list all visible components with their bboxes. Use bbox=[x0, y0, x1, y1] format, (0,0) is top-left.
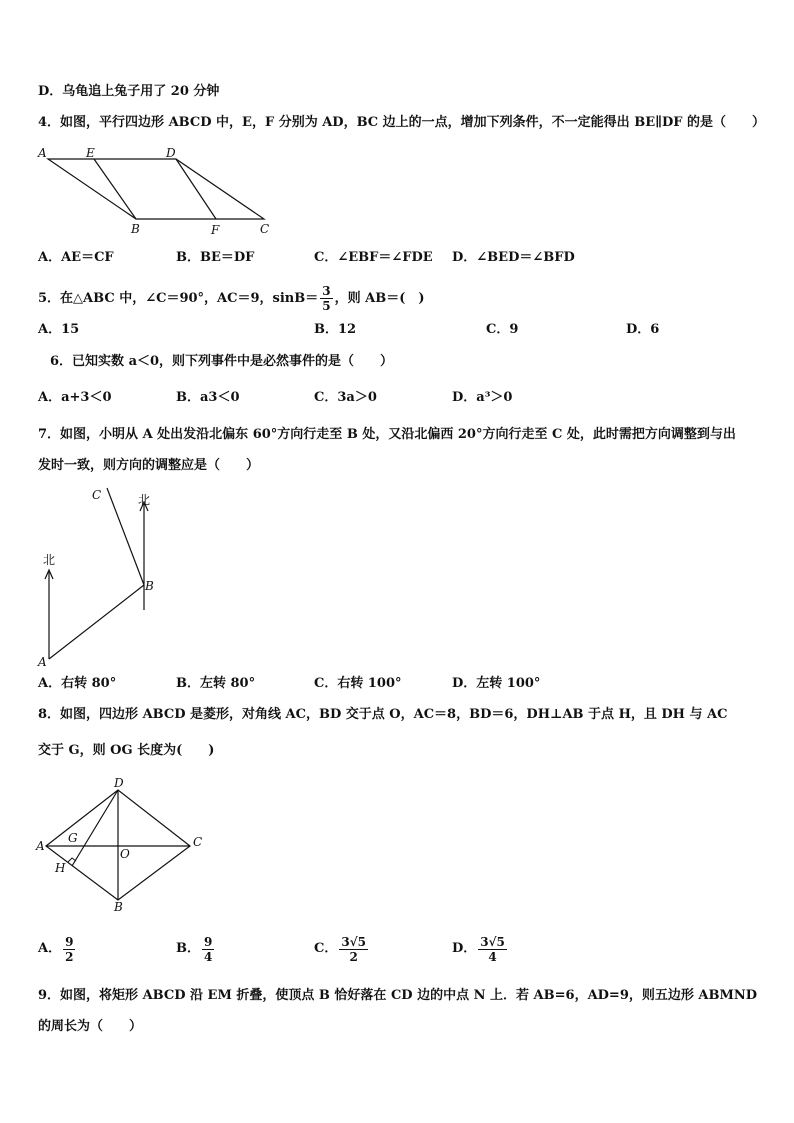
q6-option-b: B．a3＜0 bbox=[176, 390, 240, 405]
label-d: D bbox=[166, 146, 176, 160]
q6-option-d: D．a³＞0 bbox=[452, 390, 513, 405]
q8-option-a bbox=[38, 928, 77, 970]
label-a: A bbox=[38, 655, 47, 669]
segment-dh bbox=[72, 790, 118, 866]
question-8-line1: 8．如图，四边形 ABCD 是菱形，对角线 AC，BD 交于点 O，AC＝8，BD＝6，DH⊥AB 于点 H，且 DH 与 AC bbox=[38, 707, 728, 722]
label-b: B bbox=[114, 900, 123, 914]
q5-fraction-num: 3 bbox=[322, 284, 331, 298]
label-h: H bbox=[55, 861, 66, 875]
label-b: B bbox=[145, 579, 154, 593]
parallelogram-outline bbox=[48, 159, 264, 219]
north-label-1: 北 bbox=[43, 553, 56, 567]
q8-option-a-label: A． bbox=[38, 941, 62, 956]
label-o: O bbox=[120, 847, 130, 861]
q7-direction-figure bbox=[34, 484, 174, 670]
q5-option-b: B．12 bbox=[314, 322, 357, 337]
q8-option-b-label: B． bbox=[176, 941, 200, 956]
label-e: E bbox=[86, 146, 95, 160]
q5-option-d: D．6 bbox=[626, 322, 660, 337]
q7-option-c: C．右转 100° bbox=[314, 676, 402, 691]
label-b: B bbox=[131, 222, 140, 236]
north-label-2: 北 bbox=[138, 493, 151, 507]
q6-option-a: A．a+3＜0 bbox=[38, 390, 112, 405]
question-4-text: 4．如图，平行四边形 ABCD 中，E，F 分别为 AD，BC 边上的一点，增加下列条件，不一定能得出 BE∥DF 的是（ ） bbox=[38, 115, 766, 130]
q8-option-b-fraction: $\frac{9}{4}$ bbox=[204, 934, 213, 964]
q4-option-a: A．AE＝CF bbox=[38, 250, 114, 265]
label-c: C bbox=[92, 488, 102, 502]
q4-option-d: D．∠BED＝∠BFD bbox=[452, 250, 575, 265]
q6-option-c: C．3a＞0 bbox=[314, 390, 377, 405]
q8-option-c-label: C． bbox=[314, 941, 338, 956]
label-c: C bbox=[260, 222, 270, 236]
q8-rhombus-figure bbox=[34, 776, 214, 916]
question-9-line1: 9．如图，将矩形 ABCD 沿 EM 折叠，使顶点 B 恰好落在 CD 边的中点 N 上．若 AB=6，AD=9，则五边形 ABMND bbox=[38, 988, 758, 1003]
question-5-text bbox=[38, 284, 425, 313]
question-6-text: 6．已知实数 a＜0，则下列事件中是必然事件的是（ ） bbox=[50, 354, 394, 369]
segment-df bbox=[176, 159, 216, 219]
q8-option-d-fraction: $\frac{3√5}{4}$ bbox=[480, 934, 505, 964]
q4-parallelogram-figure bbox=[36, 143, 276, 235]
q5-fraction-den: 5 bbox=[322, 299, 331, 313]
q8-option-a-fraction: $\frac{9}{2}$ bbox=[65, 934, 74, 964]
q8-option-c-fraction: $\frac{3√5}{2}$ bbox=[341, 934, 366, 964]
q7-option-d: D．左转 100° bbox=[452, 676, 541, 691]
question-8-line2: 交于 G，则 OG 长度为( ) bbox=[38, 743, 215, 758]
q8-option-d bbox=[452, 928, 509, 970]
label-c: C bbox=[193, 835, 203, 849]
question-7-line2: 发时一致，则方向的调整应是（ ） bbox=[38, 458, 260, 473]
question-7-line1: 7．如图，小明从 A 处出发沿北偏东 60°方向行走至 B 处，又沿北偏西 20°方向行走至 C 处，此时需把方向调整到与出 bbox=[38, 427, 736, 442]
segment-be bbox=[94, 159, 136, 219]
q8-option-d-label: D． bbox=[452, 941, 477, 956]
q5-fraction bbox=[320, 284, 332, 313]
label-d: D bbox=[114, 776, 124, 790]
segment-ab bbox=[49, 585, 144, 659]
q5-option-c: C．9 bbox=[486, 322, 519, 337]
label-g: G bbox=[68, 831, 78, 845]
q5-text-post: ，则 AB＝( ) bbox=[334, 291, 425, 306]
q5-text-pre: 5．在△ABC 中，∠C＝90°，AC＝9，sinB＝ bbox=[38, 291, 319, 306]
q3-option-d: D．乌龟追上兔子用了 20 分钟 bbox=[38, 84, 220, 99]
q7-option-a: A．右转 80° bbox=[38, 676, 117, 691]
question-9-line2: 的周长为（ ） bbox=[38, 1019, 143, 1034]
q8-option-c bbox=[314, 928, 370, 970]
q5-option-a: A．15 bbox=[38, 322, 80, 337]
label-a: A bbox=[38, 146, 47, 160]
q7-option-b: B．左转 80° bbox=[176, 676, 256, 691]
label-a: A bbox=[36, 839, 45, 853]
q4-option-b: B．BE＝DF bbox=[176, 250, 255, 265]
label-f: F bbox=[211, 223, 220, 237]
q4-option-c: C．∠EBF＝∠FDE bbox=[314, 250, 433, 265]
q8-option-b bbox=[176, 928, 216, 970]
